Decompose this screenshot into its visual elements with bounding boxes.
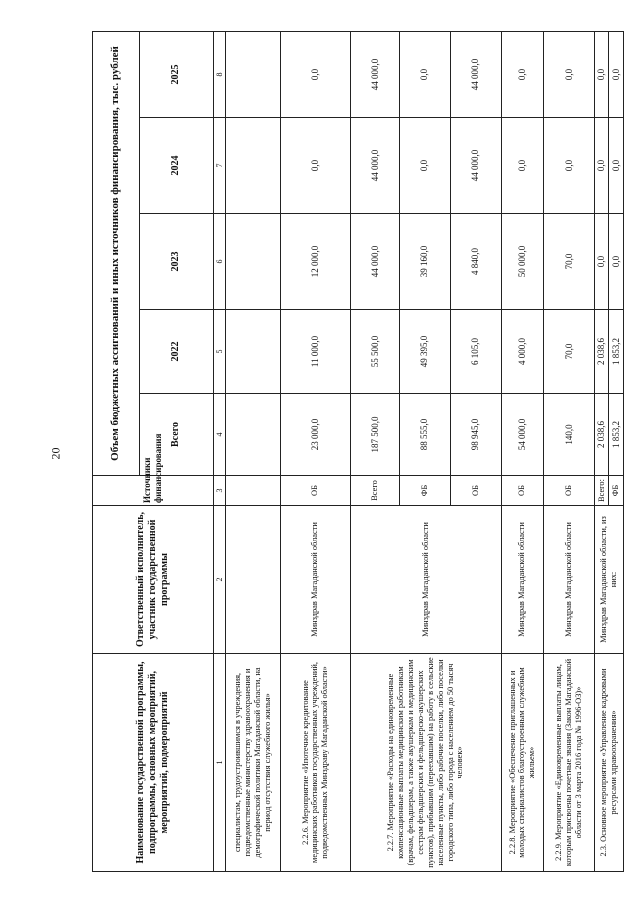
table-wrapper	[92, 32, 624, 872]
row-2025: 44 000,0	[350, 32, 399, 118]
row-source: ОБ	[544, 476, 595, 506]
row-2023: 39 160,0	[399, 214, 450, 310]
column-number-row	[214, 32, 226, 872]
row-2022	[225, 310, 280, 394]
table-row	[544, 32, 595, 872]
row-source: ФБ	[399, 476, 450, 506]
row-2022: 6 105,0	[450, 310, 501, 394]
table-row	[595, 32, 609, 872]
row-2025: 0,0	[280, 32, 350, 118]
row-2023: 12 000,0	[280, 214, 350, 310]
row-2025	[225, 32, 280, 118]
page-number: 20	[48, 447, 63, 460]
row-total: 140,0	[544, 394, 595, 476]
row-2022: 55 500,0	[350, 310, 399, 394]
row-2024: 0,0	[501, 118, 543, 214]
row-2023: 70,0	[544, 214, 595, 310]
header-total: Всего	[139, 394, 213, 476]
header-2025: 2025	[139, 32, 213, 118]
col-number: 6	[214, 214, 226, 310]
row-executor: Минздрав Магаданской области, из них:	[595, 506, 624, 654]
row-2025: 0,0	[595, 32, 609, 118]
col-number: 1	[214, 654, 226, 872]
row-source: ОБ	[450, 476, 501, 506]
table-row	[350, 32, 399, 872]
row-total	[225, 394, 280, 476]
col-number: 8	[214, 32, 226, 118]
header-executor: Ответственный исполнитель, участник государственной программы	[93, 506, 214, 654]
row-2025: 0,0	[399, 32, 450, 118]
table-row	[280, 32, 350, 872]
row-name: 2.2.9. Мероприятие «Единовременные выплаты лицам, которым присвоены почетные звания (Закон Магаданской области от 3 марта 2016 года № 1996-ОЗ)»	[544, 654, 595, 872]
header-row-1	[93, 32, 140, 872]
row-2024: 0,0	[399, 118, 450, 214]
row-name: 2.3. Основное мероприятие «Управление кадровыми ресурсами здравоохранения»	[595, 654, 624, 872]
row-2025: 44 000,0	[450, 32, 501, 118]
row-2022: 11 000,0	[280, 310, 350, 394]
row-total: 187 500,0	[350, 394, 399, 476]
row-executor: Минздрав Магаданской области	[501, 506, 543, 654]
row-2023: 50 000,0	[501, 214, 543, 310]
row-source: ОБ	[280, 476, 350, 506]
header-funding-group: Объем бюджетных ассигнований и иных источников финансирования, тыс. рублей	[93, 32, 140, 476]
header-name: Наименование государственной программы, подпрограммы, основных мероприятий, мероприятий, подмероприятий	[93, 654, 214, 872]
header-2022: 2022	[139, 310, 213, 394]
row-2024: 44 000,0	[450, 118, 501, 214]
col-number: 2	[214, 506, 226, 654]
row-2022: 70,0	[544, 310, 595, 394]
row-name: специалистам, трудоустроившимся в учреждения, подведомственные министерству здравоохранения и демографической политики Магаданской области, на период отсутствия служебного жилья»	[225, 654, 280, 872]
col-number: 4	[214, 394, 226, 476]
col-number: 7	[214, 118, 226, 214]
header-2023: 2023	[139, 214, 213, 310]
row-2025: 0,0	[609, 32, 624, 118]
row-source: Всего	[350, 476, 399, 506]
row-source: ФБ	[609, 476, 624, 506]
row-2024: 44 000,0	[350, 118, 399, 214]
header-2024: 2024	[139, 118, 213, 214]
row-2022: 2 038,6	[595, 310, 609, 394]
header-source: Источники финансирования	[93, 476, 214, 506]
row-source	[225, 476, 280, 506]
row-2023: 0,0	[595, 214, 609, 310]
table-row	[501, 32, 543, 872]
row-name: 2.2.7. Мероприятие «Расходы на единовременные компенсационные выплаты медицинским работникам (врачам, фельдшерам, а также акушеркам и медицинским сестрам фельдшерских и фельдшерско-акушерских пунктов), прибывшим (переехавшим) на работу в сельские населенные пункты, либо рабочие поселки, либо поселки городского типа, либо города с населением до 50 тысяч человек»	[350, 654, 501, 872]
row-2023	[225, 214, 280, 310]
row-total: 23 000,0	[280, 394, 350, 476]
table-row	[225, 32, 280, 872]
funding-table	[92, 31, 624, 872]
row-total: 54 000,0	[501, 394, 543, 476]
row-2022: 1 853,2	[609, 310, 624, 394]
row-total: 98 945,0	[450, 394, 501, 476]
row-executor: Минздрав Магаданской области	[350, 506, 501, 654]
row-total: 1 853,2	[609, 394, 624, 476]
row-2024: 0,0	[280, 118, 350, 214]
row-2024: 0,0	[544, 118, 595, 214]
row-executor	[225, 506, 280, 654]
rotated-page-area	[92, 32, 624, 872]
row-2022: 49 395,0	[399, 310, 450, 394]
row-2024	[225, 118, 280, 214]
row-executor: Минздрав Магаданской области	[280, 506, 350, 654]
row-total: 88 555,0	[399, 394, 450, 476]
row-source: ОБ	[501, 476, 543, 506]
row-name: 2.2.8. Мероприятие «Обеспечение приглашенных и молодых специалистов благоустроенным служебным жильем»	[501, 654, 543, 872]
col-number: 5	[214, 310, 226, 394]
row-2025: 0,0	[501, 32, 543, 118]
row-2025: 0,0	[544, 32, 595, 118]
row-2024: 0,0	[609, 118, 624, 214]
row-source: Всего:	[595, 476, 609, 506]
row-executor: Минздрав Магаданской области	[544, 506, 595, 654]
row-2023: 44 000,0	[350, 214, 399, 310]
col-number: 3	[214, 476, 226, 506]
row-total: 2 038,6	[595, 394, 609, 476]
row-2023: 0,0	[609, 214, 624, 310]
row-name: 2.2.6. Мероприятие «Ипотечное кредитование медицинских работников государственных учреждений, подведомственных Минздраву Магаданской области»	[280, 654, 350, 872]
row-2023: 4 840,0	[450, 214, 501, 310]
row-2022: 4 000,0	[501, 310, 543, 394]
row-2024: 0,0	[595, 118, 609, 214]
